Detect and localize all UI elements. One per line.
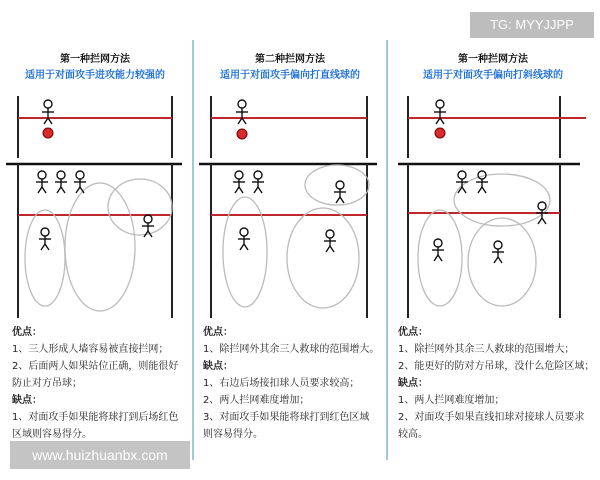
note-item: 则容易得分。 bbox=[203, 429, 263, 440]
panel-3 bbox=[390, 0, 596, 480]
note-item: 2、对面攻手如果直线扣球对接球人员要求 bbox=[398, 412, 585, 423]
ball-icon bbox=[435, 128, 445, 138]
ball-icon bbox=[237, 129, 247, 139]
opponent-court bbox=[211, 96, 367, 158]
note-item: 1、两人拦网难度增加； bbox=[398, 395, 505, 406]
note-item: 2、两人拦网难度增加； bbox=[203, 395, 310, 406]
tg-watermark: TG: MYYJJPP bbox=[470, 12, 594, 38]
note-item: 区域则容易得分。 bbox=[12, 429, 92, 440]
panel-title: 第二种拦网方法 bbox=[255, 54, 325, 65]
opponent-court bbox=[18, 96, 172, 158]
note-item: 防止对方吊球； bbox=[12, 378, 82, 389]
blocker-2-icon bbox=[476, 171, 488, 193]
website-watermark: www.huizhuanbx.com bbox=[10, 441, 190, 469]
blocker-2-icon bbox=[55, 171, 67, 193]
note-head: 优点： bbox=[203, 327, 233, 338]
defender-left-icon bbox=[39, 228, 51, 250]
opponent-attacker-icon bbox=[42, 100, 54, 124]
own-court bbox=[199, 164, 377, 318]
court-diagram bbox=[0, 0, 190, 320]
note-head: 缺点： bbox=[12, 395, 42, 406]
opponent-attacker-icon bbox=[236, 100, 248, 124]
panel-notes bbox=[398, 324, 596, 443]
panel-title: 第一种拦网方法 bbox=[60, 54, 130, 65]
defender-right-icon bbox=[536, 202, 548, 224]
note-head: 优点： bbox=[398, 327, 428, 338]
ball-icon bbox=[43, 128, 53, 138]
panel-subtitle: 适用于对面攻手偏向打直线球的 bbox=[220, 70, 360, 81]
note-head: 优点： bbox=[12, 327, 42, 338]
blocker-1-icon bbox=[36, 171, 48, 193]
panel-notes bbox=[12, 324, 190, 443]
panel-subtitle: 适用于对面攻手偏向打斜线球的 bbox=[423, 70, 563, 81]
blocker-1-icon bbox=[233, 171, 245, 193]
opponent-court bbox=[408, 96, 586, 158]
player-icons bbox=[36, 171, 154, 250]
court-diagram bbox=[390, 0, 596, 320]
panel-1 bbox=[0, 0, 190, 480]
player-icons bbox=[432, 171, 548, 263]
note-item: 3、对面攻手如果能将球打到红色区域 bbox=[203, 412, 370, 423]
note-item: 1、除拦网外其余三人救球的范围增大。 bbox=[203, 344, 380, 355]
panel-subtitle: 适用于对面攻手进攻能力较强的 bbox=[25, 70, 165, 81]
defender-left-icon bbox=[432, 239, 444, 261]
coverage-zones bbox=[25, 179, 172, 311]
note-item: 2、能更好的防对方吊球，没什么危险区域； bbox=[398, 361, 595, 372]
panel-title: 第一种拦网方法 bbox=[458, 54, 528, 65]
panel-2 bbox=[195, 0, 385, 480]
note-head: 缺点： bbox=[398, 378, 428, 389]
defender-right-icon bbox=[334, 181, 346, 203]
note-item: 1、三人形成人墙容易被直接拦网； bbox=[12, 344, 169, 355]
defender-center-icon bbox=[324, 230, 336, 252]
note-item: 较高。 bbox=[398, 429, 428, 440]
blocker-2-icon bbox=[252, 171, 264, 193]
separator bbox=[192, 40, 194, 460]
separator bbox=[386, 40, 388, 460]
note-item: 2、后面两人如果站位正确，则能很好 bbox=[12, 361, 179, 372]
panel-notes bbox=[203, 324, 385, 443]
note-head: 缺点： bbox=[203, 361, 233, 372]
note-item: 1、对面攻手如果能将球打到后场红色 bbox=[12, 412, 179, 423]
defender-left-icon bbox=[238, 228, 250, 250]
note-item: 1、除拦网外其余三人救球的范围增大； bbox=[398, 344, 575, 355]
note-item: 1、右边后场接扣球人员要求较高； bbox=[203, 378, 360, 389]
opponent-attacker-icon bbox=[434, 100, 446, 124]
court-diagram bbox=[195, 0, 385, 320]
defender-center-icon bbox=[492, 241, 504, 263]
coverage-zones bbox=[418, 174, 550, 306]
